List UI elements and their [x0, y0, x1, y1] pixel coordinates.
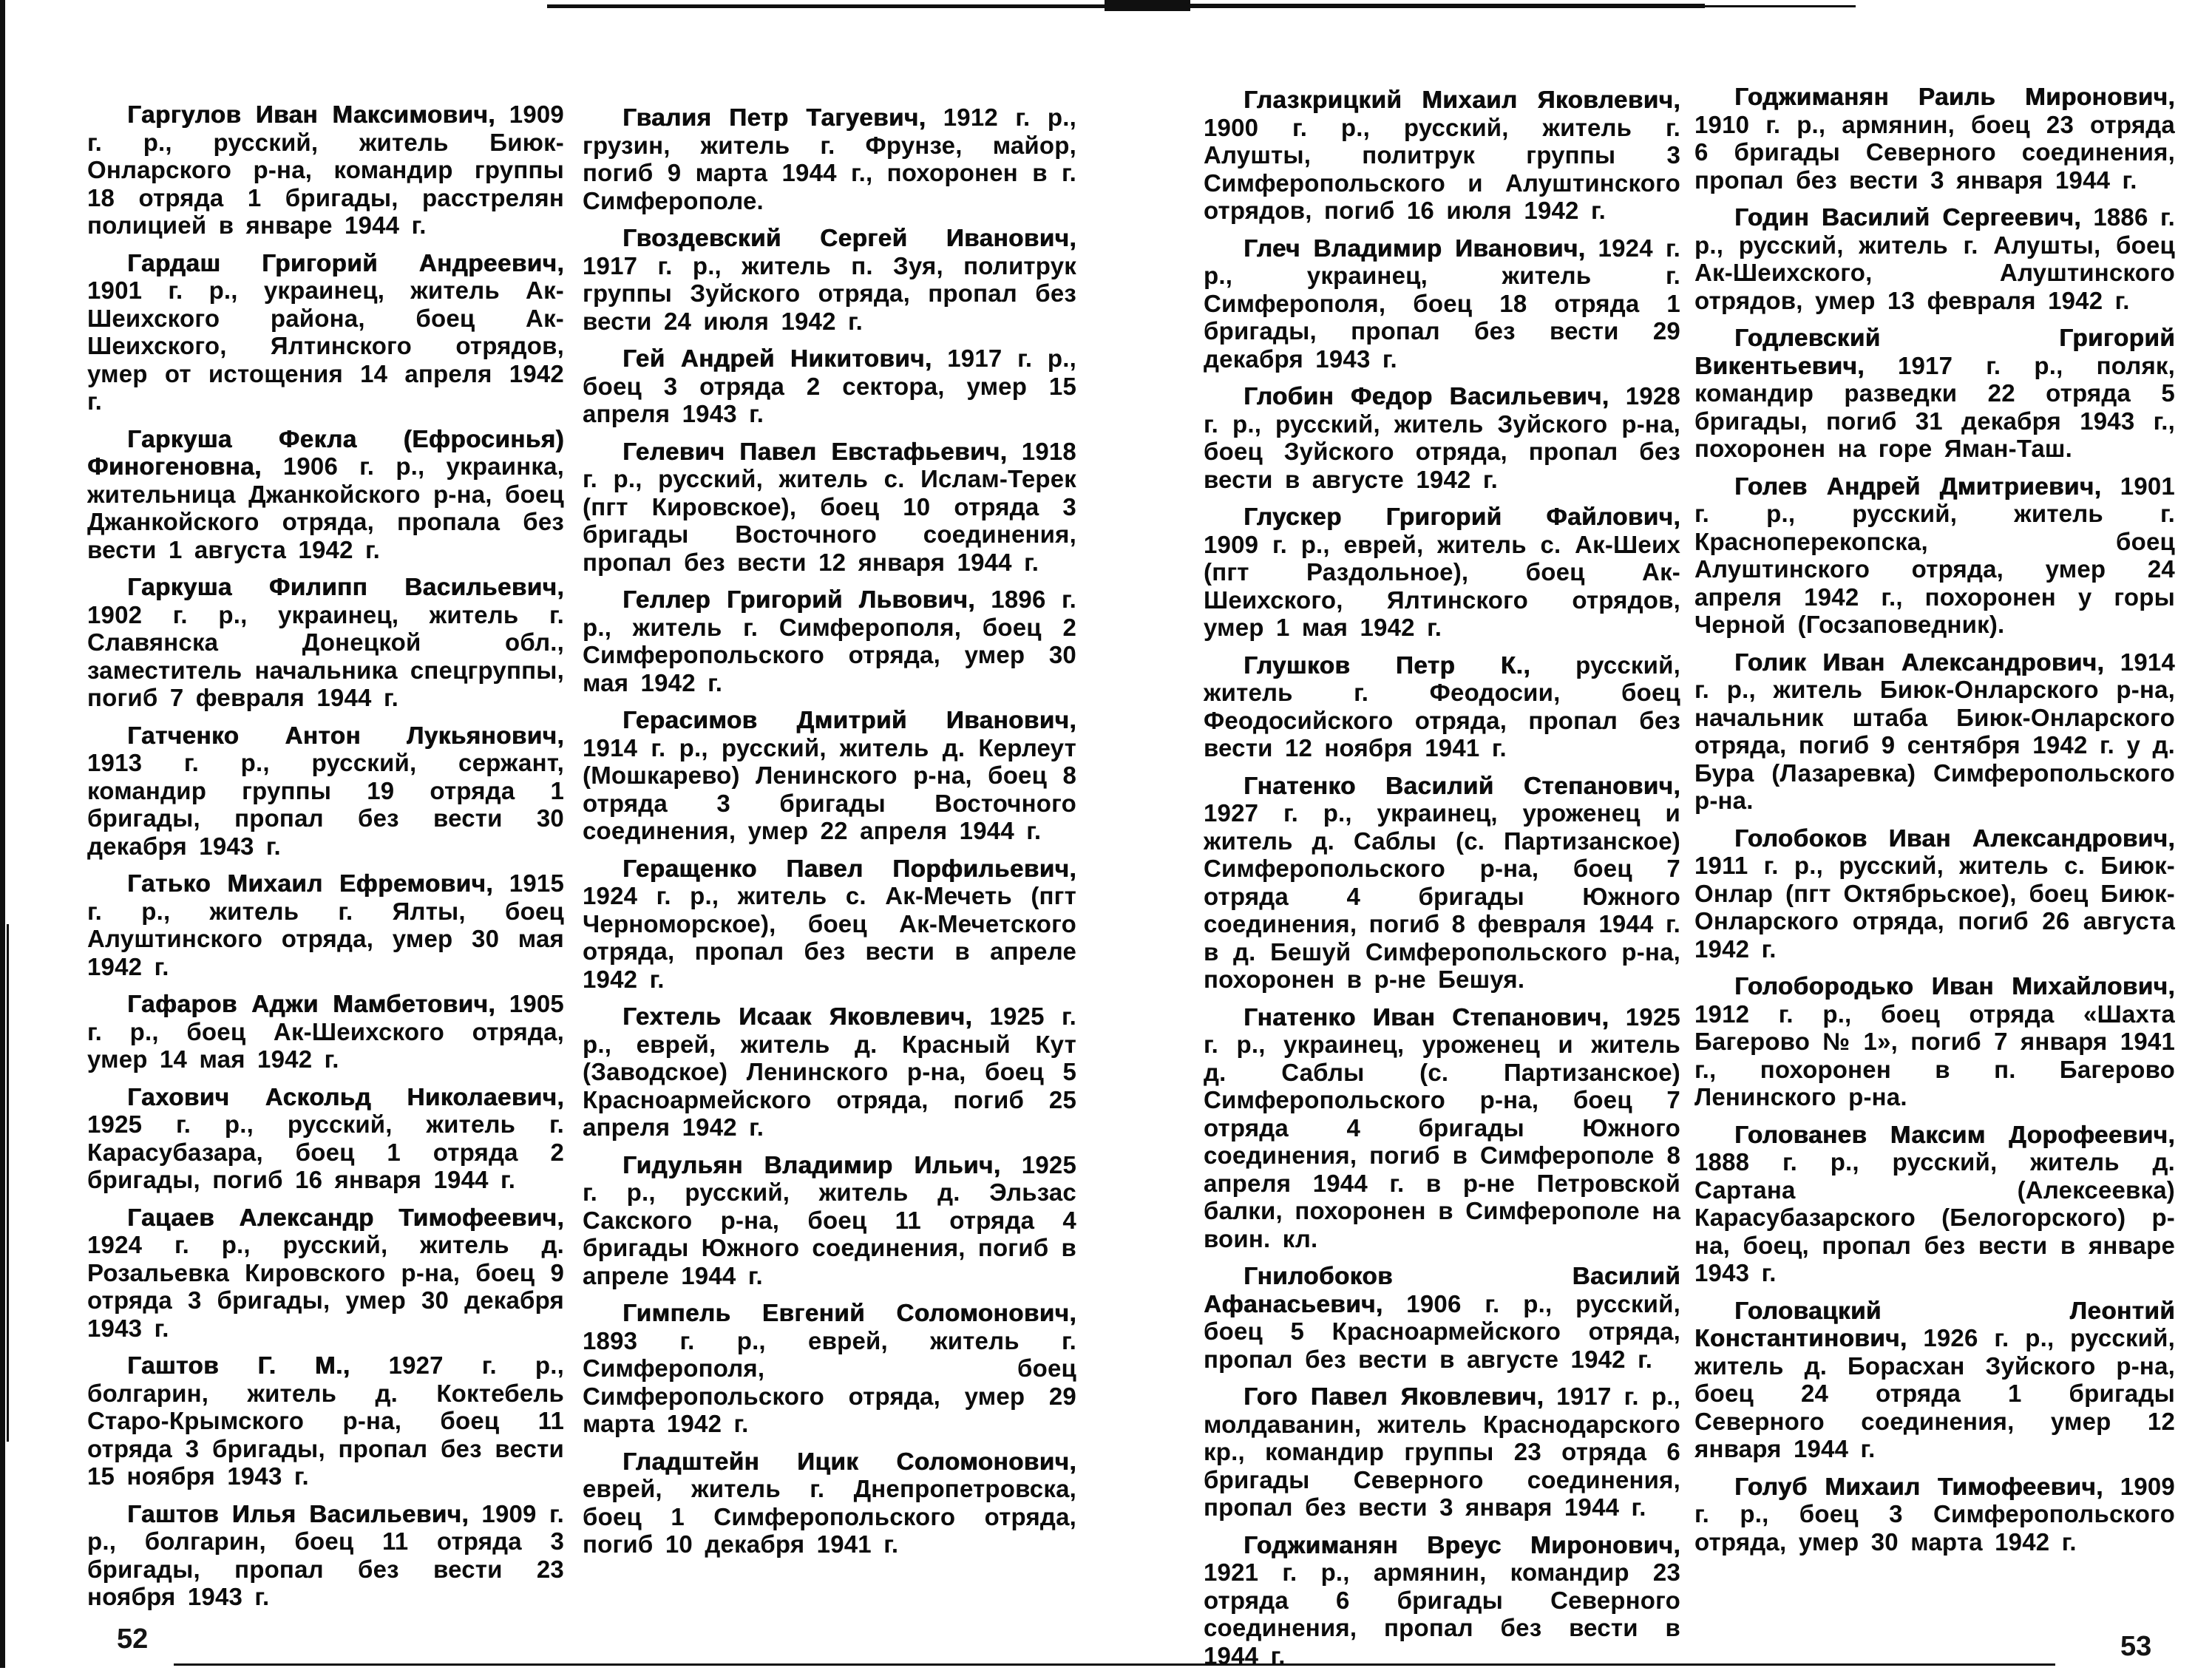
person-name: Гаркуша Филипп Васильевич,: [127, 573, 564, 600]
person-name: Годлевский Григорий Викентьевич,: [1694, 324, 2175, 379]
scan-artifact-left-edge-bar: [0, 0, 5, 1668]
person-name: Голобоков Иван Александрович,: [1734, 824, 2175, 852]
page-number-52: 52: [117, 1624, 149, 1655]
person-name: Годжиманян Вреус Миронович,: [1244, 1530, 1680, 1558]
person-name: Гвалия Петр Тагуевич,: [622, 104, 926, 131]
person-name: Гаркуша Фекла (Ефросинья) Финогеновна,: [87, 424, 564, 480]
memorial-entry: Глобин Федор Васильевич, 1928 г. р., русский, житель Зуйского р-на, боец Зуйского отряда, пропал без вести в августе 1942 г.: [1204, 382, 1680, 493]
memorial-entry: Гнатенко Василий Степанович, 1927 г. р., украинец, уроженец и житель д. Саблы (с. Партизанское) Симферопольского р-на, боец 7 отряда 4 бригады Южного соединения, погиб 8 февраля 1944 г. в д. Бешуй Симферопольского р-на, похоронен в р-не Бешуя.: [1204, 771, 1680, 993]
page-53-column-1: [1204, 86, 1680, 1679]
person-name: Геллер Григорий Львович,: [622, 586, 975, 613]
memorial-entry: Гацаев Александр Тимофеевич, 1924 г. р., русский, житель д. Розальевка Кировского р-на, боец 9 отряда 3 бригады, умер 30 декабря 1943 г.: [87, 1203, 564, 1342]
memorial-entry: Годжиманян Раиль Миронович, 1910 г. р., армянин, боец 23 отряда 6 бригады Северного соединения, пропал без вести 3 января 1944 г.: [1694, 83, 2175, 194]
person-name: Годжиманян Раиль Миронович,: [1734, 83, 2175, 110]
person-name: Голованев Максим Дорофеевич,: [1734, 1120, 2175, 1148]
memorial-entry: Гладштейн Ицик Соломонович, еврей, житель г. Днепропетровска, боец 1 Симферопольского отряда, погиб 10 декабря 1941 г.: [583, 1447, 1076, 1558]
memorial-entry: Годжиманян Вреус Миронович, 1921 г. р., армянин, командир 23 отряда 6 бригады Северного соединения, пропал без вести в 1944 г.: [1204, 1530, 1680, 1669]
memorial-entry: Геращенко Павел Порфильевич, 1924 г. р., житель с. Ак-Мечеть (пгт Черноморское), боец Ак-Мечетского отряда, пропал без вести в апреле 1942 г.: [583, 854, 1076, 993]
memorial-entry: Глускер Григорий Файлович, 1909 г. р., еврей, житель с. Ак-Шеих (пгт Раздольное), боец Ак-Шеихского, Ялтинского отрядов, умер 1 мая 1942 г.: [1204, 503, 1680, 641]
person-name: Голуб Михаил Тимофеевич,: [1734, 1472, 2103, 1500]
person-name: Гей Андрей Никитович,: [622, 345, 932, 372]
person-name: Гидульян Владимир Ильич,: [622, 1150, 1001, 1178]
memorial-entry: Головацкий Леонтий Константинович, 1926 г. р., русский, житель д. Борасхан Зуйского р-на, боец 24 отряда 1 бригады Северного соединения, умер 12 января 1944 г.: [1694, 1296, 2175, 1462]
memorial-entry: Голованев Максим Дорофеевич, 1888 г. р., русский, житель д. Сартана (Алексеевка) Карасубазарского (Белогорского) р-на, боец, пропал без вести в январе 1943 г.: [1694, 1120, 2175, 1286]
memorial-entry: Гимпель Евгений Соломонович, 1893 г. р., еврей, житель г. Симферополя, боец Симферопольского отряда, умер 29 марта 1942 г.: [583, 1299, 1076, 1437]
person-name: Гацаев Александр Тимофеевич,: [127, 1203, 564, 1231]
person-name: Гимпель Евгений Соломонович,: [622, 1299, 1076, 1326]
person-name: Голик Иван Александрович,: [1734, 648, 2105, 676]
memorial-entry: Геллер Григорий Львович, 1896 г. р., житель г. Симферополя, боец 2 Симферопольского отряда, умер 30 мая 1942 г.: [583, 586, 1076, 696]
person-name: Глобин Федор Васильевич,: [1244, 382, 1609, 410]
scan-artifact-left-edge-bar-2: [7, 924, 9, 1442]
person-name: Гнилобоков Василий Афанасьевич,: [1204, 1262, 1680, 1317]
person-name: Гехтель Исаак Яковлевич,: [622, 1003, 973, 1030]
person-name: Геращенко Павел Порфильевич,: [622, 854, 1076, 882]
memorial-entry: Голобоков Иван Александрович, 1911 г. р., русский, житель с. Биюк-Онлар (пгт Октябрьское), боец Биюк-Онларского отряда, погиб 26 августа 1942 г.: [1694, 824, 2175, 963]
memorial-entry: Гардаш Григорий Андреевич, 1901 г. р., украинец, житель Ак-Шеихского района, боец Ак-Шеихского, Ялтинского отрядов, умер от истощения 14 апреля 1942 г.: [87, 248, 564, 415]
memorial-entry: Годлевский Григорий Викентьевич, 1917 г. р., поляк, командир разведки 22 отряда 5 бригады, погиб 31 декабря 1943 г., похоронен на горе Яман-Таш.: [1694, 324, 2175, 462]
memorial-entry: Голобородько Иван Михайлович, 1912 г. р., боец отряда «Шахта Багерово № 1», погиб 7 января 1941 г., похоронен в п. Багерово Ленинского р-на.: [1694, 972, 2175, 1110]
memorial-entry: Гаркуша Филипп Васильевич, 1902 г. р., украинец, житель г. Славянска Донецкой обл., заместитель начальника спецгруппы, погиб 7 февраля 1944 г.: [87, 573, 564, 711]
person-name: Головацкий Леонтий Константинович,: [1694, 1296, 2175, 1351]
person-name: Гаштов Г. М.,: [127, 1351, 350, 1379]
person-name: Гвоздевский Сергей Иванович,: [622, 224, 1076, 251]
scan-artifact-top-rule-right: [1187, 4, 1705, 8]
person-name: Глускер Григорий Файлович,: [1244, 503, 1680, 530]
memorial-entry: Гатченко Антон Лукьянович, 1913 г. р., русский, сержант, командир группы 19 отряда 1 бригады, пропал без вести 30 декабря 1943 г.: [87, 721, 564, 860]
person-name: Гахович Аскольд Николаевич,: [127, 1082, 564, 1110]
memorial-entry: Гатько Михаил Ефремович, 1915 г. р., житель г. Ялты, боец Алуштинского отряда, умер 30 мая 1942 г.: [87, 869, 564, 980]
memorial-entry: Гвалия Петр Тагуевич, 1912 г. р., грузин, житель г. Фрунзе, майор, погиб 9 марта 1944 г., похоронен в г. Симферополе.: [583, 104, 1076, 214]
memorial-entry: Глеч Владимир Иванович, 1924 г. р., украинец, житель г. Симферополя, боец 18 отряда 1 бригады, пропал без вести 29 декабря 1943 г.: [1204, 234, 1680, 373]
memorial-entry: Гаштов Илья Васильевич, 1909 г. р., болгарин, боец 11 отряда 3 бригады, пропал без вести 23 ноября 1943 г.: [87, 1499, 564, 1610]
scan-artifact-spine-blob: [1105, 0, 1190, 11]
person-name: Гаргулов Иван Максимович,: [127, 101, 495, 128]
memorial-entry: Голуб Михаил Тимофеевич, 1909 г. р., боец 3 Симферопольского отряда, умер 30 марта 1942 г.: [1694, 1472, 2175, 1556]
person-name: Гого Павел Яковлевич,: [1244, 1383, 1544, 1410]
memorial-entry: Гнатенко Иван Степанович, 1925 г. р., украинец, уроженец и житель д. Саблы (с. Партизанское) Симферопольского р-на, боец 7 отряда 4 бригады Южного соединения, погиб в Симферополе 8 апреля 1944 г. в р-не Петровской балки, похоронен в Симферополе на воин. кл.: [1204, 1003, 1680, 1252]
memorial-entry: Гелевич Павел Евстафьевич, 1918 г. р., русский, житель с. Ислам-Терек (пгт Кировское), боец 10 отряда 3 бригады Восточного соединения, пропал без вести 12 января 1944 г.: [583, 437, 1076, 576]
memorial-entry: Гвоздевский Сергей Иванович, 1917 г. р., житель п. Зуя, политрук группы Зуйского отряда, пропал без вести 24 июля 1942 г.: [583, 224, 1076, 335]
person-name: Гладштейн Ицик Соломонович,: [622, 1447, 1076, 1475]
person-name: Гардаш Григорий Андреевич,: [127, 248, 564, 277]
scan-artifact-top-rule-left: [547, 4, 1107, 8]
memorial-entry: Герасимов Дмитрий Иванович, 1914 г. р., русский, житель д. Керлеут (Мошкарево) Ленинского р-на, боец 8 отряда 3 бригады Восточного соединения, умер 22 апреля 1944 г.: [583, 706, 1076, 844]
memorial-entry: Гаргулов Иван Максимович, 1909 г. р., русский, житель Биюк-Онларского р-на, командир группы 18 отряда 1 бригады, расстрелян полицией в январе 1944 г.: [87, 101, 564, 239]
person-name: Гаштов Илья Васильевич,: [127, 1499, 469, 1527]
person-name: Гатько Михаил Ефремович,: [127, 869, 493, 897]
person-name: Голобородько Иван Михайлович,: [1734, 972, 2175, 1000]
memorial-entry: Голев Андрей Дмитриевич, 1901 г. р., русский, житель г. Красноперекопска, боец Алуштинского отряда, умер 24 апреля 1942 г., похоронен у горы Черной (Госзаповедник).: [1694, 472, 2175, 638]
memorial-entry: Глушков Петр К., русский, житель г. Феодосии, боец Феодосийского отряда, пропал без вести 12 ноября 1941 г.: [1204, 651, 1680, 762]
memorial-entry: Гехтель Исаак Яковлевич, 1925 г. р., еврей, житель д. Красный Кут (Заводское) Ленинского р-на, боец 5 Красноармейского отряда, погиб 25 апреля 1942 г.: [583, 1003, 1076, 1141]
memorial-entry: Гафаров Аджи Мамбетович, 1905 г. р., боец Ак-Шеихского отряда, умер 14 мая 1942 г.: [87, 990, 564, 1073]
person-name: Годин Василий Сергеевич,: [1734, 203, 2081, 231]
page-52-column-1: [87, 101, 564, 1621]
person-name: Голев Андрей Дмитриевич,: [1734, 472, 2102, 500]
scan-artifact-bottom-rule: [174, 1663, 2055, 1666]
person-name: Гатченко Антон Лукьянович,: [127, 721, 564, 749]
memorial-entry: Глазкрицкий Михаил Яковлевич, 1900 г. р., русский, житель г. Алушты, политрук группы 3 Симферопольского и Алуштинского отрядов, погиб 16 июля 1942 г.: [1204, 86, 1680, 224]
memorial-entry: Гаркуша Фекла (Ефросинья) Финогеновна, 1906 г. р., украинка, жительница Джанкойского р-на, боец Джанкойского отряда, пропала без вести 1 августа 1942 г.: [87, 424, 564, 563]
person-name: Гнатенко Василий Степанович,: [1244, 771, 1680, 799]
page-53-column-2: [1694, 83, 2175, 1565]
person-name: Глазкрицкий Михаил Яковлевич,: [1244, 86, 1680, 113]
page-number-53: 53: [2120, 1631, 2152, 1662]
memorial-entry: Гаштов Г. М., 1927 г. р., болгарин, житель д. Коктебель Старо-Крымского р-на, боец 11 отряда 3 бригады, пропал без вести 15 ноября 1943 г.: [87, 1351, 564, 1490]
memorial-entry: Голик Иван Александрович, 1914 г. р., житель Биюк-Онларского р-на, начальник штаба Биюк-Онларского отряда, погиб 9 сентября 1942 г. у д. Бура (Лазаревка) Симферопольского р-на.: [1694, 648, 2175, 814]
memorial-entry: Гидульян Владимир Ильич, 1925 г. р., русский, житель д. Эльзас Сакского р-на, боец 11 отряда 4 бригады Южного соединения, погиб в апреле 1944 г.: [583, 1150, 1076, 1289]
memorial-entry: Гнилобоков Василий Афанасьевич, 1906 г. р., русский, боец 5 Красноармейского отряда, пропал без вести в августе 1942 г.: [1204, 1262, 1680, 1373]
person-name: Гелевич Павел Евстафьевич,: [622, 437, 1008, 465]
person-name: Гнатенко Иван Степанович,: [1244, 1003, 1609, 1031]
memorial-entry: Годин Василий Сергеевич, 1886 г. р., русский, житель г. Алушты, боец Ак-Шеихского, Алуштинского отрядов, умер 13 февраля 1942 г.: [1694, 203, 2175, 314]
person-name: Глеч Владимир Иванович,: [1244, 234, 1586, 262]
memorial-entry: Гей Андрей Никитович, 1917 г. р., боец 3 отряда 2 сектора, умер 15 апреля 1943 г.: [583, 345, 1076, 427]
person-name: Герасимов Дмитрий Иванович,: [622, 706, 1076, 733]
person-name: Глушков Петр К.,: [1244, 651, 1530, 679]
scan-artifact-top-rule-right-thin: [1700, 5, 1856, 7]
person-name: Гафаров Аджи Мамбетович,: [127, 990, 495, 1017]
page-52-column-2: [583, 104, 1076, 1568]
memorial-entry: Гахович Аскольд Николаевич, 1925 г. р., русский, житель г. Карасубазара, боец 1 отряда 2 бригады, погиб 16 января 1944 г.: [87, 1082, 564, 1193]
memorial-entry: Гого Павел Яковлевич, 1917 г. р., молдаванин, житель Краснодарского кр., командир группы 23 отряда 6 бригады Северного соединения, пропал без вести 3 января 1944 г.: [1204, 1383, 1680, 1521]
